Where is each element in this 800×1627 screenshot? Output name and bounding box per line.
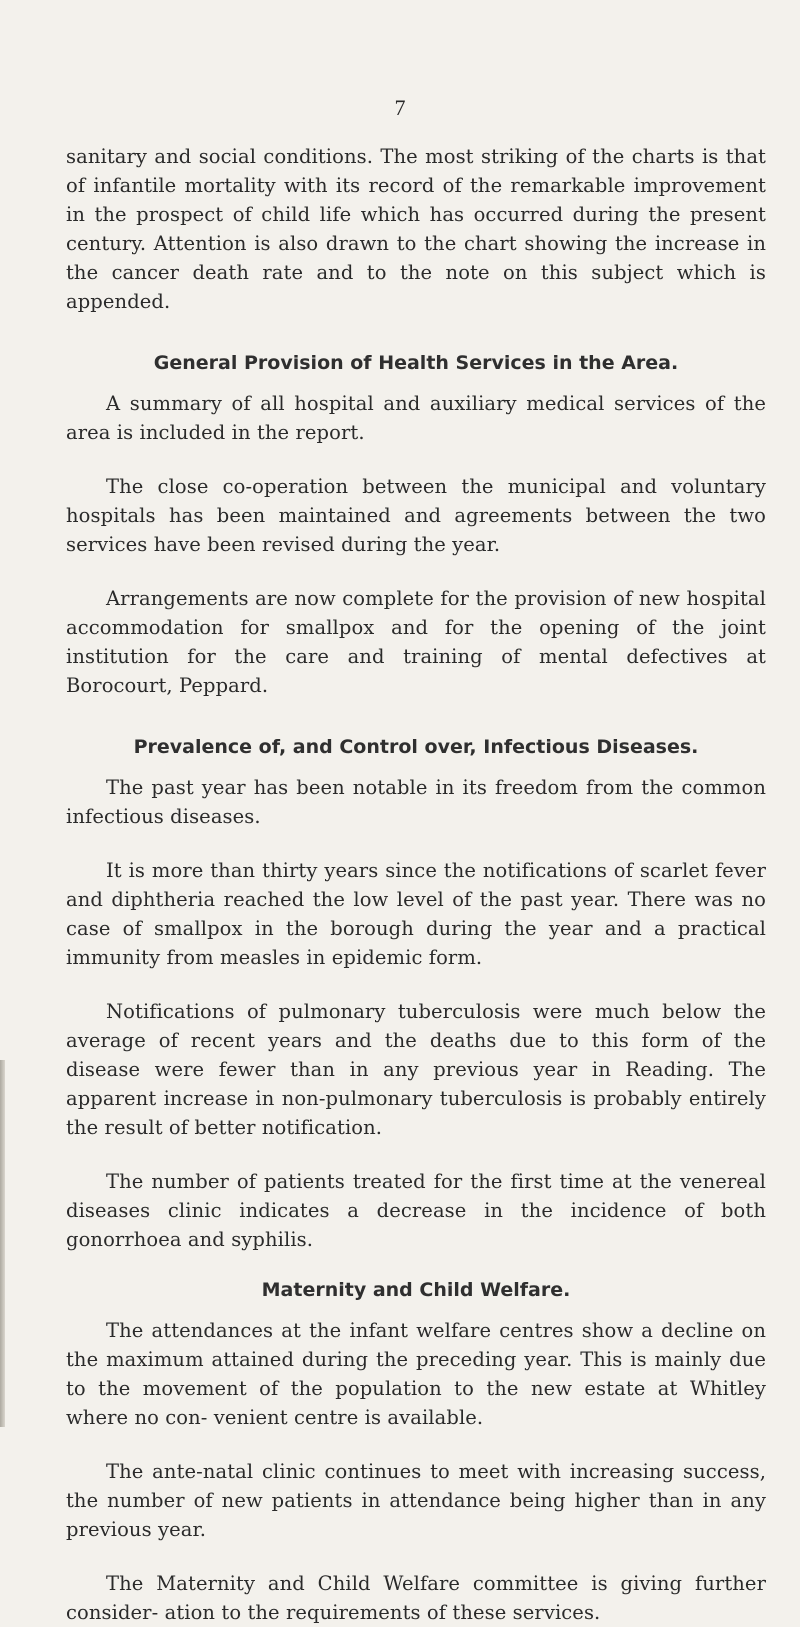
paragraph: The number of patients treated for the first time at the venereal diseases clinic indicates a decrease in the incidence of both gonorrhoea and syphilis. — [66, 1170, 766, 1251]
page-body — [66, 142, 766, 1627]
paragraph: It is more than thirty years since the notifications of scarlet fever and diphtheria reached the low level of the past year. There was no case of smallpox in the borough during the year and a practical immunity from measles in epidemic form. — [66, 859, 766, 969]
paragraph: Arrangements are now complete for the provision of new hospital accommodation for smallpox and for the opening of the joint institution for the care and training of mental defectives at Borocourt, Peppard. — [66, 587, 766, 697]
page-number: 7 — [394, 95, 406, 120]
paragraph: The attendances at the infant welfare centres show a decline on the maximum attained during the preceding year. This is mainly due to the movement of the population to the new estate at Whitley where no con- venient centre is available. — [66, 1319, 766, 1429]
paragraph: The ante-natal clinic continues to meet with increasing success, the number of new patients in attendance being higher than in any previous year. — [66, 1460, 766, 1541]
intro-paragraph: sanitary and social conditions. The most striking of the charts is that of infantile mortality with its record of the remarkable improvement in the prospect of child life which has occurred during the present century. Attention is also drawn to the chart showing the increase in the cancer death rate and to the note on this subject which is appended. — [66, 145, 766, 313]
paragraph: The past year has been notable in its freedom from the common infectious diseases. — [66, 776, 766, 828]
section-heading-health-services: General Provision of Health Services in the Area. — [153, 352, 679, 374]
paragraph: A summary of all hospital and auxiliary medical services of the area is included in the report. — [66, 392, 766, 444]
paragraph: The Maternity and Child Welfare committee is giving further consider- ation to the requirements of these services. — [66, 1572, 766, 1624]
section-heading-maternity: Maternity and Child Welfare. — [261, 1279, 571, 1301]
section-heading-infectious-diseases: Prevalence of, and Control over, Infectious Diseases. — [133, 736, 699, 758]
page-edge-shadow — [0, 1060, 5, 1427]
paragraph: Notifications of pulmonary tuberculosis were much below the average of recent years and the deaths due to this form of the disease were fewer than in any previous year in Reading. The apparent increase in non-pulmonary tuberculosis is probably entirely the result of better notification. — [66, 1000, 766, 1139]
paragraph: The close co-operation between the municipal and voluntary hospitals has been maintained and agreements between the two services have been revised during the year. — [66, 475, 766, 556]
